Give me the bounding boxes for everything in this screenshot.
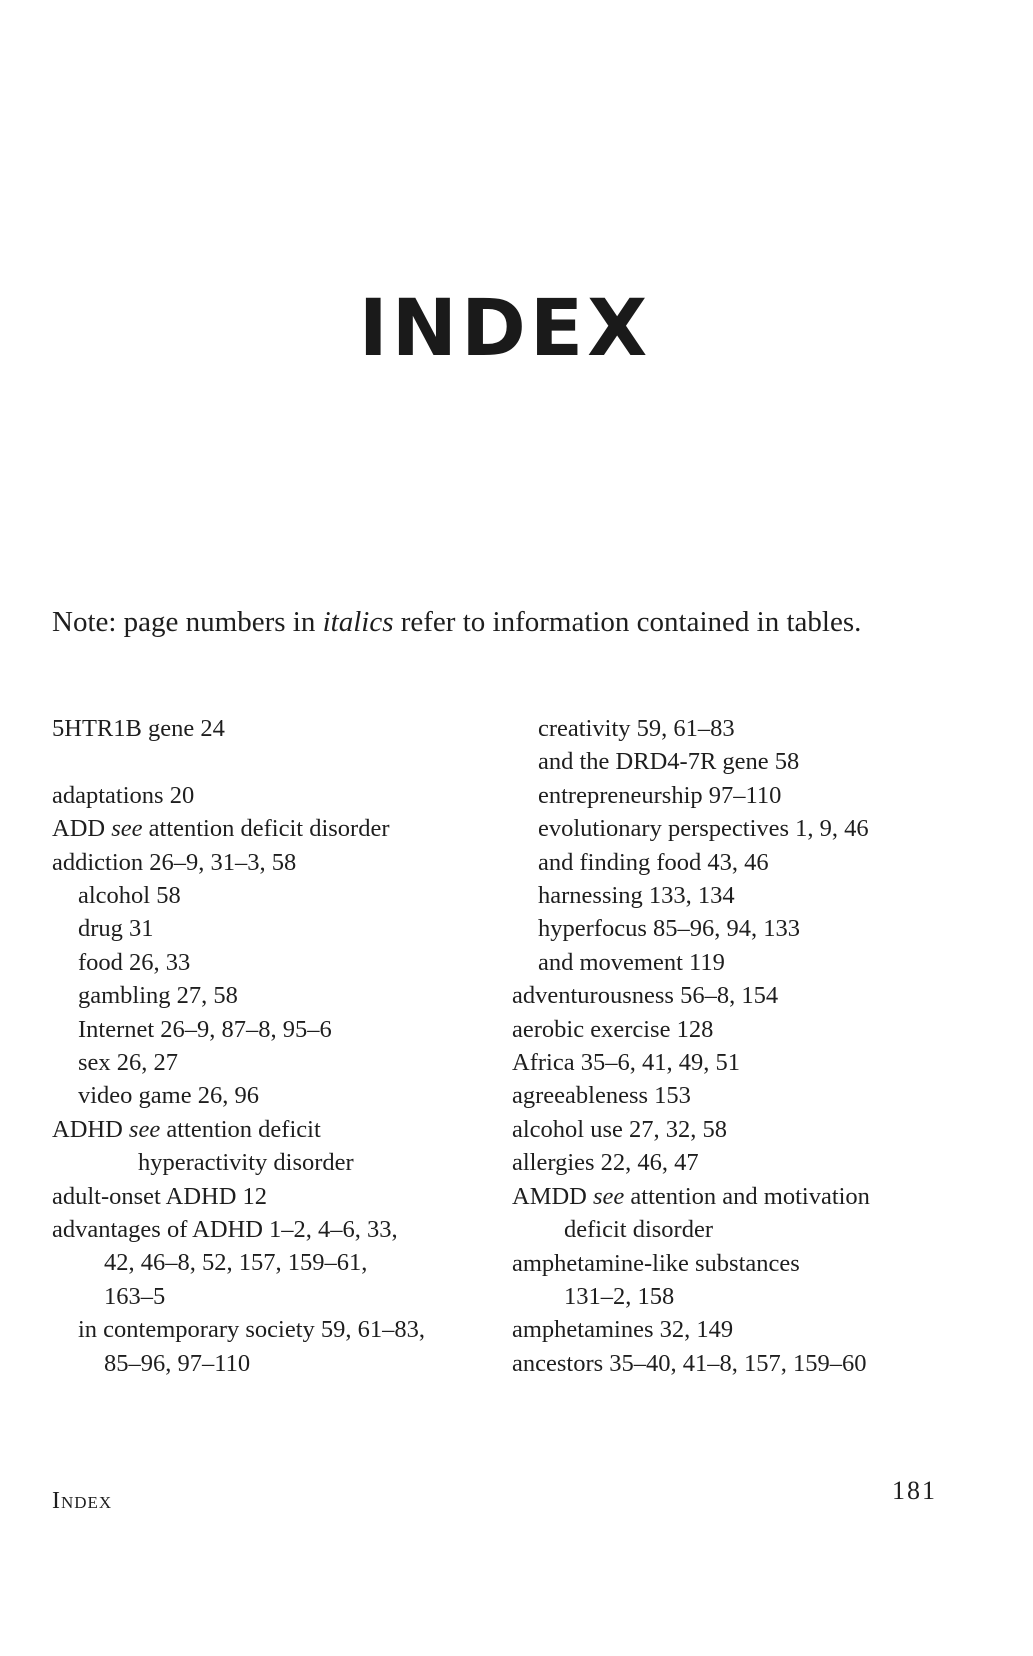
index-entry (512, 1146, 952, 1179)
index-entry-text: entrepreneurship 97–110 (538, 781, 782, 809)
index-entry (52, 812, 492, 845)
page-title: INDEX (358, 284, 652, 374)
index-entry-text: hyperfocus 85–96, 94, 133 (538, 915, 800, 943)
index-entry-text: video game 26, 96 (78, 1082, 259, 1110)
index-entry-text: ADHD (52, 1115, 129, 1143)
index-entry-text: creativity 59, 61–83 (538, 715, 735, 742)
index-entry-text: and movement 119 (538, 948, 725, 976)
index-entry-text: food 26, 33 (78, 948, 191, 976)
index-entry (52, 1313, 492, 1346)
index-entry-text: and finding food 43, 46 (538, 848, 769, 876)
index-entry-text: amphetamines 32, 149 (512, 1316, 734, 1344)
index-entry (52, 979, 492, 1012)
index-entry (52, 779, 492, 812)
index-entry-text: alcohol 58 (78, 882, 181, 910)
note-suffix: refer to information contained in tables. (393, 606, 862, 638)
index-entry (52, 1280, 492, 1313)
index-entry-text: aerobic exercise 128 (512, 1015, 714, 1043)
index-entry (512, 946, 952, 979)
see-reference: see (111, 815, 143, 843)
index-entry-text: 131–2, 158 (564, 1282, 675, 1310)
index-entry (52, 1046, 492, 1079)
index-entry (512, 1079, 952, 1112)
index-entry-text: alcohol use 27, 32, 58 (512, 1115, 728, 1143)
index-entry-text: agreeableness 153 (512, 1082, 691, 1110)
index-entry (512, 1213, 952, 1246)
page-number: 181 (892, 1476, 937, 1505)
index-entry (512, 879, 952, 912)
index-entry (52, 1213, 492, 1246)
index-entry (512, 1180, 952, 1213)
index-entry-text: AMDD (512, 1182, 593, 1210)
index-entry-text: sex 26, 27 (78, 1049, 179, 1077)
index-entry-text: addiction 26–9, 31–3, 58 (52, 848, 297, 876)
index-entry-text: 42, 46–8, 52, 157, 159–61, (104, 1249, 368, 1277)
index-entry-text: 85–96, 97–110 (104, 1349, 251, 1377)
note-italic-word: italics (322, 606, 394, 638)
index-entry (52, 846, 492, 879)
index-entry (512, 779, 952, 812)
note-prefix: Note: page numbers in (52, 606, 323, 638)
index-entry-text: amphetamine-like substances (512, 1249, 800, 1277)
index-entry-text: allergies 22, 46, 47 (512, 1149, 699, 1177)
index-entry-text: 5HTR1B gene 24 (52, 715, 225, 742)
running-head: Index (52, 1488, 113, 1514)
index-entry-text: hyperactivity disorder (138, 1149, 354, 1177)
index-entry (52, 1347, 492, 1380)
entry-spacer (52, 745, 492, 778)
index-entry (512, 979, 952, 1012)
index-entry (512, 812, 952, 845)
index-entry-text: and the DRD4-7R gene 58 (538, 748, 800, 776)
index-entry (512, 1013, 952, 1046)
index-entry (52, 946, 492, 979)
index-entry-text: in contemporary society 59, 61–83, (78, 1316, 426, 1344)
index-entry (512, 1113, 952, 1146)
index-entry (512, 745, 952, 778)
see-target: attention and motivation (624, 1182, 870, 1210)
index-entry (52, 1079, 492, 1112)
index-entry-text: evolutionary perspectives 1, 9, 46 (538, 815, 869, 843)
index-column-right (512, 712, 952, 1380)
index-entry (52, 1246, 492, 1279)
index-entry (512, 1280, 952, 1313)
index-entry (52, 879, 492, 912)
index-entry (512, 912, 952, 945)
index-entry (52, 1180, 492, 1213)
see-target: attention deficit disorder (142, 815, 390, 843)
index-entry-text: deficit disorder (564, 1216, 713, 1244)
see-reference: see (593, 1182, 625, 1210)
index-entry (512, 1247, 952, 1280)
index-entry (512, 1313, 952, 1346)
index-entry-text: adult-onset ADHD 12 (52, 1182, 268, 1210)
index-entry (512, 1347, 952, 1380)
index-entry (52, 1113, 492, 1146)
index-entry-text: Internet 26–9, 87–8, 95–6 (78, 1015, 332, 1043)
index-entry-text: Africa 35–6, 41, 49, 51 (512, 1049, 740, 1077)
index-entry (52, 1013, 492, 1046)
see-reference: see (128, 1115, 161, 1143)
index-entry-text: harnessing 133, 134 (538, 882, 735, 910)
index-entry-text: ADD (52, 815, 112, 843)
index-entry-text: gambling 27, 58 (78, 982, 238, 1010)
see-target: attention deficit (160, 1115, 321, 1143)
index-entry (52, 712, 492, 745)
index-entry-text: adventurousness 56–8, 154 (512, 982, 779, 1010)
index-note (52, 600, 952, 644)
index-entry (52, 1146, 492, 1179)
index-entry-text: 163–5 (104, 1282, 166, 1310)
index-entry-text: adaptations 20 (52, 781, 195, 809)
index-entry (512, 712, 952, 745)
index-entry-text: ancestors 35–40, 41–8, 157, 159–60 (512, 1349, 867, 1377)
index-entry (52, 912, 492, 945)
index-entry (512, 846, 952, 879)
index-entry-text: drug 31 (78, 915, 154, 943)
index-entry-text: advantages of ADHD 1–2, 4–6, 33, (52, 1216, 398, 1244)
index-entry (512, 1046, 952, 1079)
index-column-left (52, 712, 492, 1380)
